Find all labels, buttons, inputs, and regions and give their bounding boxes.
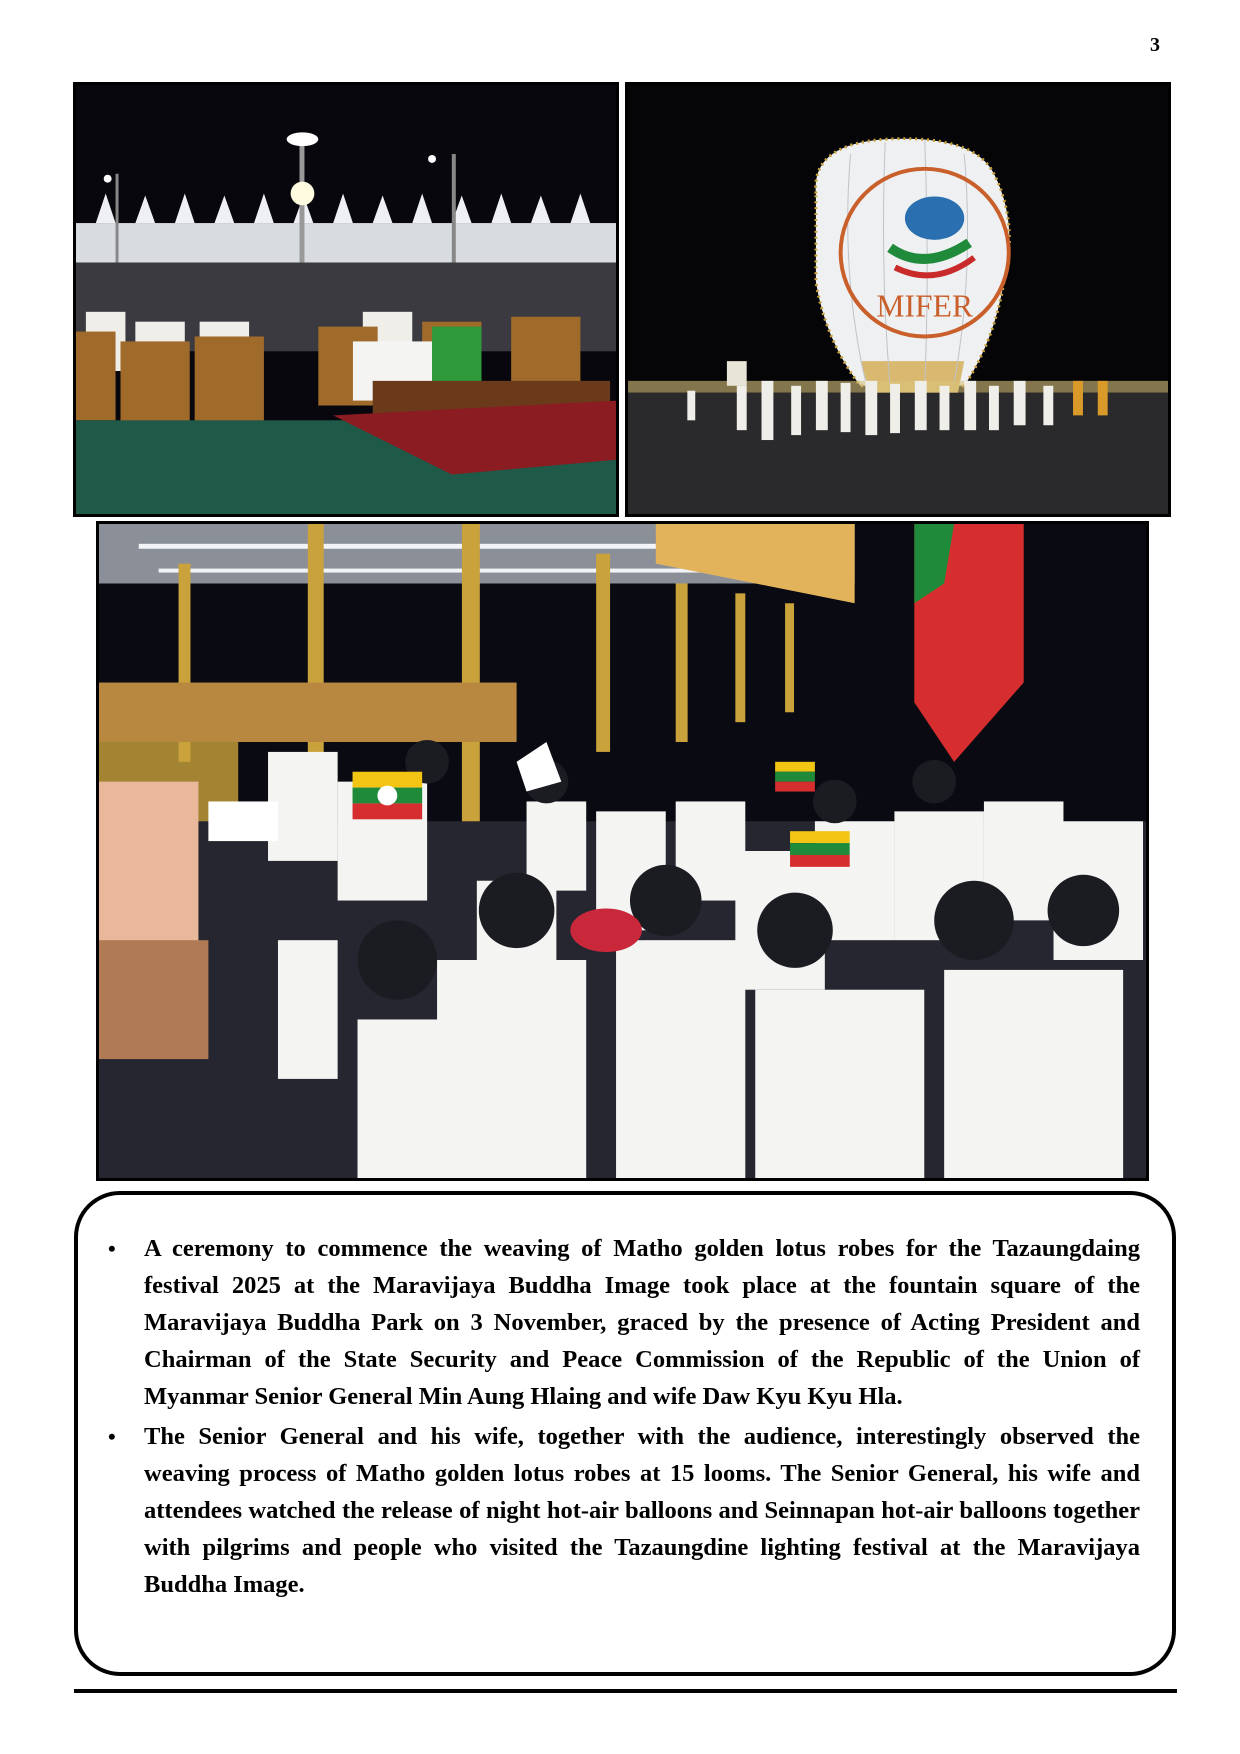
caption-box xyxy=(74,1191,1176,1676)
caption-list xyxy=(78,1195,1172,1603)
bullet-icon: • xyxy=(108,1424,116,1449)
crowd-photo xyxy=(96,521,1149,1181)
caption-paragraph-2 xyxy=(108,1418,1140,1603)
bullet-icon: • xyxy=(108,1236,116,1261)
balloon-logo-text: MIFER xyxy=(876,288,974,324)
caption-text-1: A ceremony to commence the weaving of Matho golden lotus robes for the Tazaungdaing festival 2025 at the Maravijaya Buddha Image took place at the fountain square of the Maravijaya Buddha Park on 3 November, graced by the presence of Acting President and Chairman of the State Security and Peace Commission of the Republic of the Union of Myanmar Senior General Min Aung Hlaing and wife Daw Kyu Kyu Hla. xyxy=(144,1235,1140,1410)
caption-text-2: The Senior General and his wife, together with the audience, interestingly observed the weaving process of Matho golden lotus robes at 15 looms. The Senior General, his wife and attendees watched the release of night hot-air balloons and Seinnapan hot-air balloons together with pilgrims and people who visited the Tazaungdine lighting festival at the Maravijaya Buddha Image. xyxy=(144,1423,1140,1598)
balloon-photo xyxy=(625,82,1171,517)
audience-photo xyxy=(73,82,619,517)
page-number: 3 xyxy=(1150,34,1160,56)
footer-rule xyxy=(74,1689,1177,1693)
caption-paragraph-1 xyxy=(108,1230,1140,1415)
